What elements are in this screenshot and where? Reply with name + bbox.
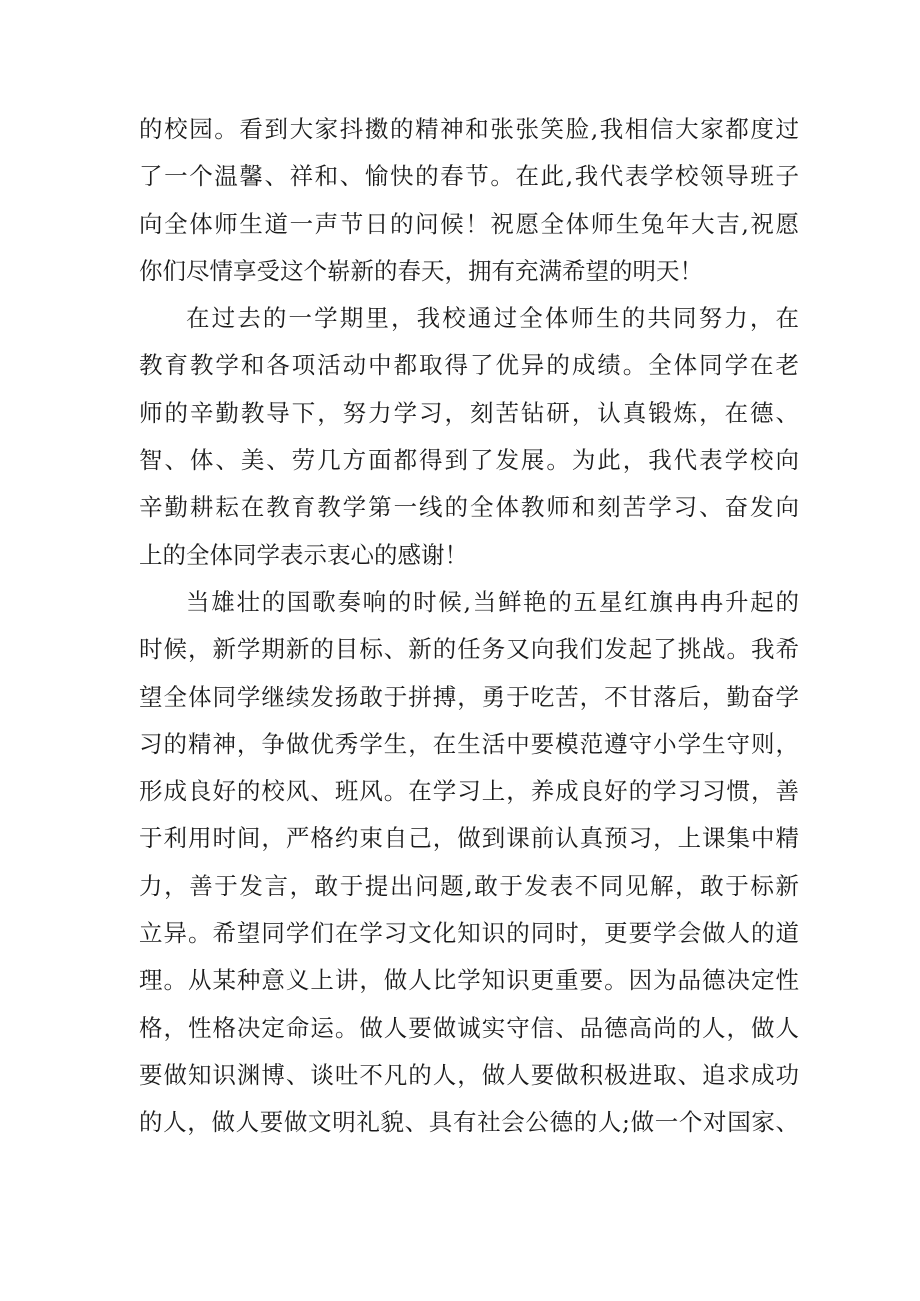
text-line: 智、体、美、劳几方面都得到了发展。为此，我代表学校向 [139,446,799,475]
text-line: 上的全体同学表示衷心的感谢！ [139,540,468,569]
paragraph-start-line: 当雄壮的国歌奏响的时候,当鲜艳的五星红旗冉冉升起的 [186,587,799,616]
text-line: 的校园。看到大家抖擞的精神和张张笑脸,我相信大家都度过 [139,115,799,143]
text-line: 于利用时间，严格约束自己，做到课前认真预习，上课集中精 [139,824,799,853]
paragraph-start-line: 在过去的一学期里，我校通过全体师生的共同努力，在 [186,304,799,333]
text-line: 教育教学和各项活动中都取得了优异的成绩。全体同学在老 [139,351,799,380]
text-line: 格，性格决定命运。做人要做诚实守信、品德高尚的人，做人 [139,1013,799,1042]
text-line: 时候，新学期新的目标、新的任务又向我们发起了挑战。我希 [139,635,799,664]
text-line: 望全体同学继续发扬敢于拼搏，勇于吃苦，不甘落后，勤奋学 [139,682,799,711]
text-line: 了一个温馨、祥和、愉快的春节。在此,我代表学校领导班子 [139,162,799,191]
text-line: 辛勤耕耘在教育教学第一线的全体教师和刻苦学习、奋发向 [139,493,799,522]
text-line: 向全体师生道一声节日的问候！祝愿全体师生兔年大吉,祝愿 [139,209,799,238]
text-line: 立异。希望同学们在学习文化知识的同时，更要学会做人的道 [139,919,799,948]
text-line: 要做知识渊博、谈吐不凡的人，做人要做积极进取、追求成功 [139,1060,799,1089]
text-line: 你们尽情享受这个崭新的春天，拥有充满希望的明天！ [139,256,703,285]
text-line: 形成良好的校风、班风。在学习上，养成良好的学习习惯，善 [139,777,799,806]
text-line: 的人，做人要做文明礼貌、具有社会公德的人;做一个对国家、 [139,1108,799,1137]
body-text [139,106,799,1147]
text-line: 习的精神，争做优秀学生，在生活中要模范遵守小学生守则， [139,729,799,758]
text-line: 理。从某种意义上讲，做人比学知识更重要。因为品德决定性 [139,966,799,995]
text-line: 师的辛勤教导下，努力学习，刻苦钻研，认真锻炼，在德、 [139,398,799,427]
text-line: 力，善于发言，敢于提出问题,敢于发表不同见解，敢于标新 [139,871,799,900]
